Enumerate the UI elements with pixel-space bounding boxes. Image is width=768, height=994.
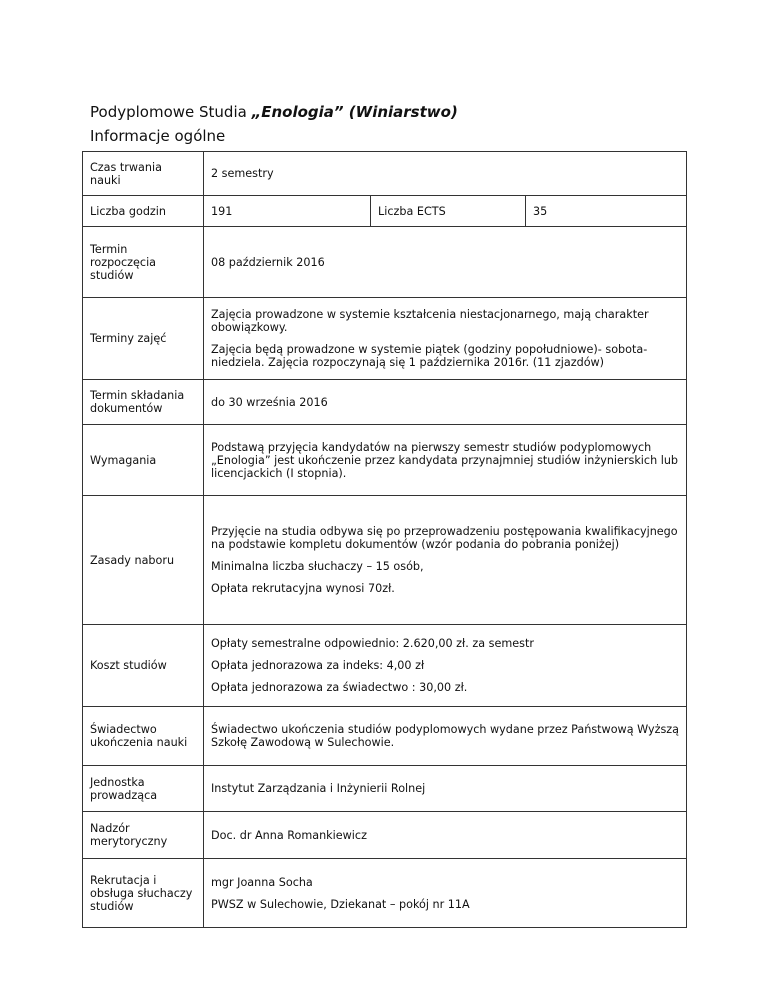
label-hours: Liczba godzin xyxy=(83,196,204,227)
table-row xyxy=(83,496,687,625)
value-ects: 35 xyxy=(526,196,687,227)
label-recruitment: Rekrutacja i obsługa słuchaczy studiów xyxy=(83,859,204,928)
label-duration: Czas trwania nauki xyxy=(83,152,204,196)
label-certificate: Świadectwo ukończenia nauki xyxy=(83,707,204,766)
section-heading: Informacje ogólne xyxy=(90,127,226,145)
table-row xyxy=(83,859,687,928)
info-table xyxy=(82,151,687,928)
label-admission-rules: Zasady naboru xyxy=(83,496,204,625)
label-cost: Koszt studiów xyxy=(83,625,204,707)
table-row xyxy=(83,152,687,196)
value-duration: 2 semestry xyxy=(204,152,687,196)
table-row xyxy=(83,380,687,425)
value-class-schedule: Zajęcia prowadzone w systemie kształcenia niestacjonarnego, mają charakter obowiązkowy. Zajęcia będą prowadzone w systemie piątek (godziny popołudniowe)- sobota-niedziela. Zajęcia rozpoczynają się 1 października 2016r. (11 zjazdów) xyxy=(204,298,687,380)
value-admission-rules: Przyjęcie na studia odbywa się po przeprowadzeniu postępowania kwalifikacyjnego na podstawie kompletu dokumentów (wzór podania do pobrania poniżej) Minimalna liczba słuchaczy – 15 osób, Opłata rekrutacyjna wynosi 70zł. xyxy=(204,496,687,625)
page-title xyxy=(90,103,458,121)
value-start-date: 08 październik 2016 xyxy=(204,227,687,298)
value-certificate: Świadectwo ukończenia studiów podyplomowych wydane przez Państwową Wyższą Szkołę Zawodową w Sulechowie. xyxy=(204,707,687,766)
label-start-date: Termin rozpoczęcia studiów xyxy=(83,227,204,298)
value-unit: Instytut Zarządzania i Inżynierii Rolnej xyxy=(204,766,687,812)
table-row xyxy=(83,766,687,812)
table-row xyxy=(83,298,687,380)
value-cost: Opłaty semestralne odpowiednio: 2.620,00 zł. za semestr Opłata jednorazowa za indeks: 4,00 zł Opłata jednorazowa za świadectwo : 30,00 zł. xyxy=(204,625,687,707)
table-row xyxy=(83,625,687,707)
title-program-name: „Enologia” (Winiarstwo) xyxy=(251,103,458,121)
label-unit: Jednostka prowadząca xyxy=(83,766,204,812)
label-class-schedule: Terminy zajęć xyxy=(83,298,204,380)
title-prefix: Podyplomowe Studia xyxy=(90,103,247,121)
table-row xyxy=(83,812,687,859)
table-row xyxy=(83,425,687,496)
label-document-deadline: Termin składania dokumentów xyxy=(83,380,204,425)
value-supervision: Doc. dr Anna Romankiewicz xyxy=(204,812,687,859)
value-requirements: Podstawą przyjęcia kandydatów na pierwszy semestr studiów podyplomowych „Enologia” jest ukończenie przez kandydata przynajmniej studiów inżynierskich lub licencjackich (I stopnia). xyxy=(204,425,687,496)
label-supervision: Nadzór merytoryczny xyxy=(83,812,204,859)
label-requirements: Wymagania xyxy=(83,425,204,496)
label-ects: Liczba ECTS xyxy=(371,196,526,227)
table-row xyxy=(83,707,687,766)
table-row xyxy=(83,227,687,298)
value-hours: 191 xyxy=(204,196,371,227)
table-row xyxy=(83,196,687,227)
value-recruitment: mgr Joanna Socha PWSZ w Sulechowie, Dziekanat – pokój nr 11A xyxy=(204,859,687,928)
value-document-deadline: do 30 września 2016 xyxy=(204,380,687,425)
